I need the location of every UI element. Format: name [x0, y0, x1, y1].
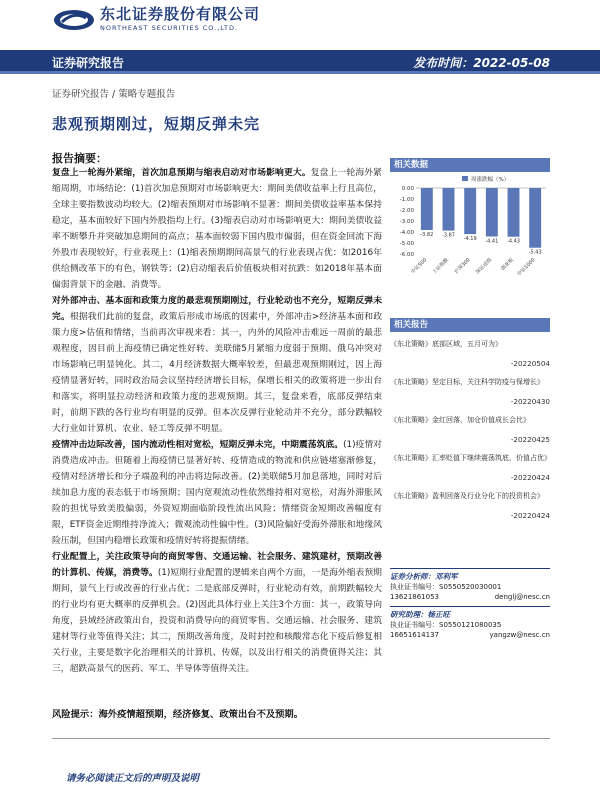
- bar: [486, 188, 498, 237]
- related-report[interactable]: [390, 452, 550, 484]
- y-tick-label: -6.00: [399, 252, 414, 258]
- data-label: -3.87: [442, 232, 455, 239]
- related-report[interactable]: [390, 490, 550, 522]
- company-logo: [52, 9, 96, 31]
- analyst-phone: 16651614137: [390, 631, 439, 639]
- x-tick-label: 深证成指: [474, 257, 494, 276]
- paragraph-text: 根据我们此前的复盘，政策后形成市场底的因素中，外部冲击>经济基本面和政策力度>估值和情绪，当前再次审视来看：其一，内外的风险冲击难远一周前的最悲观程度，因目前上海疫情已确定性好转、美联储5月紧缩力度弱于预期、俄乌冲突对市场影响已明显钝化。其二，4月经济数据大概率较差，但最悲观预期刚过，因上海疫情显著好转，同时政治局会议坚持经济增长目标，保增长相关的政策将进一步出台和落实，将明显拉动经济和政策力度的悲观预期。其三，复盘来看，底部反弹结束时，前期下跌的各行业均有明显的反弹。但本次反弹行业轮动并不充分，部分跌幅较大行业如计算机、农业、轻工等反弹不明显。: [52, 312, 382, 434]
- related-report-date: -20220424: [510, 511, 550, 520]
- paragraph-lead: 疫情冲击边际改善，国内流动性相对宽松，短期反弹未完，中期震荡筑底。: [52, 440, 344, 450]
- related-report[interactable]: [390, 338, 550, 370]
- summary-body: [52, 165, 382, 677]
- related-reports-heading: 相关报告: [390, 318, 550, 332]
- related-report-date: -20220430: [510, 397, 550, 406]
- related-report-title: 《东北策略》汇率贬值下继续震荡筑底，价值占优》: [390, 454, 551, 462]
- analyst-row: [390, 582, 550, 592]
- x-tick-label: 中证1000: [516, 257, 537, 278]
- y-tick-label: 0.00: [401, 186, 414, 192]
- x-tick-label: 沪深300: [453, 257, 472, 276]
- related-report[interactable]: [390, 376, 550, 408]
- report-type: 证券研究报告: [52, 56, 125, 70]
- analyst-role: 证券分析师：邓利军: [390, 572, 458, 581]
- bar: [443, 188, 455, 231]
- related-report-title: 《东北策略》金红回落，加仓价值成长会比》: [390, 416, 530, 424]
- related-data-panel: [390, 158, 550, 288]
- brand-name-en: NORTHEAST SECURITIES CO.,LTD.: [100, 24, 239, 32]
- publish-date: 发布时间：2022-05-08: [413, 56, 550, 70]
- summary-paragraph: [52, 293, 382, 437]
- y-tick-label: -4.00: [399, 230, 414, 236]
- legend-label: 周涨跌幅（%）: [471, 177, 510, 183]
- y-tick-label: -5.00: [399, 241, 414, 247]
- related-report-date: -20220425: [510, 435, 550, 444]
- divider: [390, 568, 550, 569]
- y-tick-label: -2.00: [399, 208, 414, 214]
- paragraph-lead: 对外部冲击、基本面和政策力度的最悲观预期刚过，行业轮动也不充分，短期反弹未完。: [52, 296, 382, 322]
- divider: [390, 606, 550, 607]
- analyst-cert: 执业证书编号：S0550520030001: [390, 583, 502, 591]
- x-tick-label: 中证500: [410, 257, 429, 276]
- brand: [100, 5, 260, 33]
- header-bar: [0, 50, 600, 74]
- bar: [508, 188, 520, 237]
- breadcrumb: 证券研究报告 / 策略专题报告: [52, 89, 176, 100]
- paragraph-text: (1)疫情对消费造成冲击。但随着上海疫情已显著好转、疫情造成的物流和供应链堵塞渐修复，疫情对经济增长和分子端盈利的冲击将边际改善。(2)美联储5月加息落地，同时对后续加息力度的表态低于市场预期；国内宽观流动性依然维持相对宽松，对海外滞胀风险的担忧导致美股偏弱，外资短期面临阶段性流出风险；情绪资金短期改善幅度有限，ETF资金近期维持净流入；微观流动性偏中性。(3)风险偏好受海外滞胀和地缘风险压制，但国内稳增长政策和疫情好转将提振情绪。: [52, 440, 382, 546]
- x-tick-label: 创业板: [500, 257, 515, 273]
- bar: [464, 188, 476, 234]
- related-report-title: 《东北策略》盈利回落及行业分化下的投资机会》: [390, 492, 544, 500]
- bar: [529, 188, 541, 248]
- data-label: -4.41: [485, 238, 499, 245]
- paragraph-text: (1)短期行业配置的逻辑来自两个方面，一是海外缩表预期期间，景气上行或改善的行业占优；二是底部反弹时，行业轮动有效，前期跌幅较大的行业均有更大概率的反弹机会。(2)因此具体行业上关注3个方面：其一，政策导向角度，县域经济政策出台，投资和消费导向的商贸零售、交通运输、社会服务、建筑建材等行业等值得关注；其二，预期改善角度，及时封控和核酸常态化下疫后修复相关行业，主要是数字化治理相关的计算机、传媒，以及出行相关的消费值得关注；其三，超跌高景气的医药、军工、半导体等值得关注。: [52, 568, 382, 674]
- analyst-role: 研究助理：杨正旺: [390, 610, 450, 619]
- analyst-row: [390, 592, 550, 602]
- paragraph-lead: 复盘上一轮海外紧缩，首次加息预期与缩表启动对市场影响更大。: [52, 168, 311, 178]
- related-report-date: -20220424: [510, 473, 550, 482]
- bar: [421, 188, 433, 230]
- related-report-title: 《东北策略》底部区域，五月可为》: [390, 340, 502, 348]
- analyst-email[interactable]: yangzw@nesc.cn: [489, 631, 550, 639]
- analyst-cert: 执业证书编号：S0550121080035: [390, 621, 502, 629]
- data-label: -3.82: [420, 232, 434, 239]
- analyst-row: [390, 620, 550, 630]
- analyst-phone: 13621861053: [390, 593, 439, 601]
- related-report[interactable]: [390, 414, 550, 446]
- data-label: -4.43: [507, 238, 520, 245]
- analyst-row: [390, 630, 550, 640]
- summary-paragraph: [52, 165, 382, 293]
- analyst-info: [390, 568, 550, 640]
- related-report-date: -20220504: [510, 359, 550, 368]
- related-report-title: 《东北策略》坚定目标，关注科学防疫与保增长》: [390, 378, 544, 386]
- footer-disclaimer: 请务必阅读正文后的声明及说明: [66, 773, 200, 784]
- data-label: -5.43: [528, 249, 542, 256]
- y-tick-label: -3.00: [399, 219, 414, 225]
- legend-swatch: [462, 176, 468, 181]
- related-data-heading: 相关数据: [390, 158, 550, 172]
- x-tick-label: 上证指数: [431, 257, 450, 276]
- analyst-email[interactable]: denglj@nesc.cn: [494, 593, 550, 601]
- brand-name-cn: 东北证券股份有限公司: [100, 5, 261, 23]
- data-label: -4.19: [463, 236, 477, 243]
- report-title: 悲观预期刚过，短期反弹未完: [52, 115, 261, 133]
- paragraph-text: 复盘上一轮海外紧缩周期，市场结论：(1)首次加息预期对市场影响更大：期间美债收益率上行且高位，全球主要指数波动均较大。(2)缩表预期对市场影响不显著：期间美债收益率基本保持稳定，基本面较好下国内外股指均上行。(3)缩表启动对市场影响更大：期间美债收益率不断攀升并突破加息期间的高点；基本面较弱下国内股市偏弱，但在资金回流下海外股市表现较好，行业表现上：(1)缩表预期期间高景气的行业表现占优：如2016年供给侧改革下的有色，钢铁等；(2)启动缩表后价值板块相对抗跌：如2018年基本面偏弱背景下的金融、消费等。: [52, 168, 382, 290]
- risk-warning: 风险提示：海外疫情超预期，经济修复、政策出台不及预期。: [52, 709, 304, 720]
- summary-heading: 报告摘要：: [52, 152, 107, 165]
- footer-divider: [52, 738, 550, 739]
- summary-paragraph: [52, 437, 382, 549]
- summary-paragraph: [52, 549, 382, 677]
- related-reports-panel: [390, 318, 550, 522]
- y-tick-label: -1.00: [399, 197, 414, 203]
- paragraph-lead: 行业配置上，关注政策导向的商贸零售、交通运输、社会服务、建筑建材，预期改善的计算机、传媒，消费等。: [52, 552, 382, 578]
- bar-chart: [390, 174, 550, 286]
